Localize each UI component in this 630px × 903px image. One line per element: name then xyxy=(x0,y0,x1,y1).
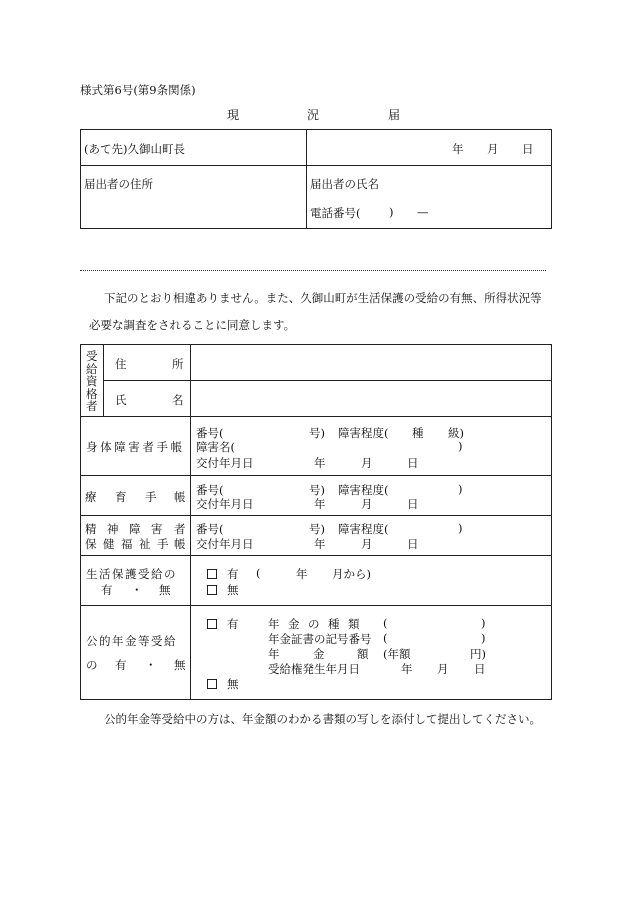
welfare-yes-checkbox[interactable] xyxy=(207,569,217,579)
pension-entitlement-label: 受給権発生年月日 xyxy=(268,662,360,676)
phone-dash: — xyxy=(417,205,429,219)
rehab-label-char: 育 xyxy=(115,490,127,504)
pension-amount-char: 年 xyxy=(268,647,280,661)
applicant-address-label: 届出者の住所 xyxy=(84,177,153,191)
rehab-degree-open: 障害程度( xyxy=(338,483,389,497)
pension-entitlement-month: 月 xyxy=(437,662,449,676)
divider xyxy=(80,165,552,166)
mental-label-char: 害 xyxy=(151,522,163,536)
applicant-name-label: 届出者の氏名 xyxy=(310,177,379,191)
pension-label-char: 有 xyxy=(115,658,127,672)
welfare-yes-open: ( xyxy=(256,566,261,580)
divider xyxy=(306,129,307,229)
pension-type-char: 金 xyxy=(288,617,300,631)
physical-disability-name-open: 障害名( xyxy=(196,440,235,454)
mental-issued-year: 年 xyxy=(314,537,326,551)
pension-yes-label: 有 xyxy=(227,617,239,631)
physical-grade-close: 級) xyxy=(448,426,464,440)
mental-label-char: 精 xyxy=(85,522,97,536)
mental-issued-label: 交付年月日 xyxy=(196,537,254,551)
pension-type-char: 年 xyxy=(268,617,280,631)
mental-label-char: 者 xyxy=(174,522,186,536)
welfare-label-line-1: 生活保護受給の xyxy=(86,567,177,581)
pension-cert-open: ( xyxy=(383,631,388,645)
pension-label-char: の xyxy=(86,658,98,672)
pension-entitlement-year: 年 xyxy=(401,662,413,676)
pension-no-checkbox[interactable] xyxy=(207,679,217,689)
addressee-label: (あて先)久御山町長 xyxy=(84,142,185,156)
welfare-label-char: ・ xyxy=(131,583,143,597)
mental-issued-month: 月 xyxy=(361,537,373,551)
pension-amount-char: 金 xyxy=(313,647,325,661)
pension-label-char: ・ xyxy=(145,658,157,672)
pension-type-close: ) xyxy=(481,616,486,630)
mental-label-char: 帳 xyxy=(174,537,186,551)
rehab-issued-month: 月 xyxy=(361,497,373,511)
pension-no-label: 無 xyxy=(227,677,239,691)
name-label-b: 名 xyxy=(172,393,184,407)
welfare-yes-label: 有 xyxy=(227,567,239,581)
welfare-label-char: 無 xyxy=(159,583,171,597)
divider xyxy=(80,416,552,417)
vertical-char: 格 xyxy=(86,386,98,401)
physical-number-close: 号) xyxy=(309,426,325,440)
rehab-issued-label: 交付年月日 xyxy=(196,497,254,511)
phone-label: 電話番号( xyxy=(310,206,361,220)
mental-label-char: 健 xyxy=(103,537,115,551)
pension-type-char: 種 xyxy=(328,617,340,631)
pension-cert-label: 年金証書の記号番号 xyxy=(268,632,372,646)
rehab-number-close: 号) xyxy=(309,483,325,497)
eligible-person-label xyxy=(86,350,98,413)
pension-yes-checkbox[interactable] xyxy=(207,619,217,629)
welfare-yes-month-from: 月から) xyxy=(332,567,371,581)
physical-degree-open: 障害程度( xyxy=(338,426,389,440)
date-month: 月 xyxy=(487,142,499,156)
pension-entitlement-day: 日 xyxy=(474,662,486,676)
form-number: 様式第6号(第9条関係) xyxy=(80,83,196,97)
title-char-1: 現 xyxy=(227,108,240,122)
welfare-yes-option[interactable] xyxy=(207,566,239,582)
divider xyxy=(103,380,552,381)
pension-amount-close: 円) xyxy=(470,647,486,661)
divider xyxy=(80,475,552,476)
welfare-no-option[interactable] xyxy=(207,582,239,598)
physical-issued-month: 月 xyxy=(361,456,373,470)
rehab-number-open: 番号( xyxy=(196,483,224,497)
date-year: 年 xyxy=(452,142,464,156)
vertical-char: 資 xyxy=(86,374,98,388)
vertical-char: 給 xyxy=(86,361,98,376)
rehab-issued-year: 年 xyxy=(314,497,326,511)
welfare-label-char: 有 xyxy=(101,583,113,597)
consent-line-2: 必要な調査をされることに同意します。 xyxy=(89,318,296,332)
mental-number-open: 番号( xyxy=(196,522,224,536)
mental-number-close: 号) xyxy=(309,522,325,536)
mental-issued-day: 日 xyxy=(407,537,419,551)
divider xyxy=(80,555,552,556)
footer-note: 公的年金等受給中の方は、年金額のわかる書類の写しを添付して提出してください。 xyxy=(104,712,541,726)
date-day: 日 xyxy=(522,142,534,156)
pension-label-char: 無 xyxy=(174,658,186,672)
pension-type-open: ( xyxy=(383,616,388,630)
divider xyxy=(80,515,552,516)
title-char-3: 届 xyxy=(388,108,401,122)
physical-kind: 種 xyxy=(412,426,424,440)
mental-label-char: 祉 xyxy=(139,537,151,551)
rehab-degree-close: ) xyxy=(458,482,463,496)
rehab-label-char: 療 xyxy=(85,490,97,504)
mental-label-char: 福 xyxy=(121,537,133,551)
mental-degree-open: 障害程度( xyxy=(338,522,389,536)
pension-label-line-1: 公的年金等受給 xyxy=(86,634,177,648)
vertical-char: 受 xyxy=(86,349,98,363)
vertical-char: 者 xyxy=(86,399,98,413)
pension-no-option[interactable] xyxy=(207,676,239,692)
phone-close: ) xyxy=(389,205,394,219)
pension-amount-char: 額 xyxy=(357,647,369,661)
pension-yes-option[interactable] xyxy=(207,616,239,632)
mental-label-char: 障 xyxy=(129,522,141,536)
physical-handbook-label: 身体障害者手帳 xyxy=(86,440,185,454)
address-label-b: 所 xyxy=(172,357,184,371)
physical-issued-year: 年 xyxy=(314,456,326,470)
cut-line xyxy=(80,270,546,271)
divider xyxy=(190,344,191,700)
pension-cert-close: ) xyxy=(481,631,486,645)
physical-disability-name-close: ) xyxy=(458,439,463,453)
name-label-a: 氏 xyxy=(115,393,127,407)
physical-number-open: 番号( xyxy=(196,426,224,440)
welfare-yes-year: 年 xyxy=(296,567,308,581)
physical-issued-label: 交付年月日 xyxy=(196,456,254,470)
physical-issued-day: 日 xyxy=(407,456,419,470)
mental-degree-close: ) xyxy=(458,521,463,535)
mental-label-char: 神 xyxy=(107,522,119,536)
rehab-label-char: 帳 xyxy=(174,490,186,504)
welfare-no-label: 無 xyxy=(227,583,239,597)
title-char-2: 況 xyxy=(307,108,320,122)
welfare-no-checkbox[interactable] xyxy=(207,585,217,595)
mental-label-char: 保 xyxy=(85,537,97,551)
address-label-a: 住 xyxy=(115,357,127,371)
pension-type-char: の xyxy=(308,617,320,631)
consent-line-1: 下記のとおり相違ありません。また、久御山町が生活保護の受給の有無、所得状況等 xyxy=(104,291,542,305)
divider xyxy=(80,605,552,606)
mental-label-char: 手 xyxy=(157,537,169,551)
pension-type-char: 類 xyxy=(348,617,360,631)
rehab-label-char: 手 xyxy=(145,490,157,504)
rehab-issued-day: 日 xyxy=(407,497,419,511)
pension-amount-open: (年額 xyxy=(383,647,411,661)
